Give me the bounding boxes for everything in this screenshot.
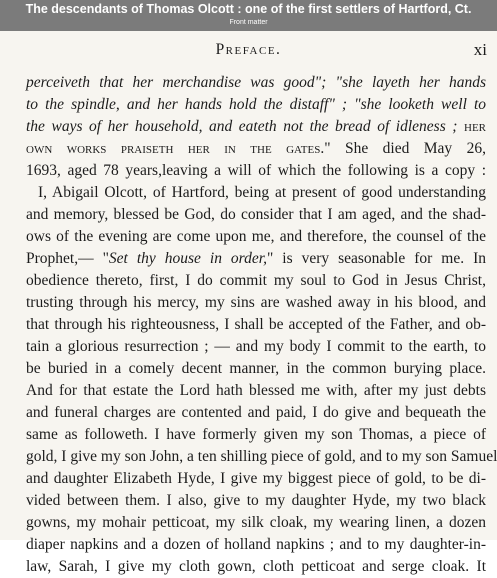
text-segment: vided between them. I also, give to my daughter Hyde, my two black <box>26 492 486 509</box>
text-segment: be buried in a comely decent manner, in the common burying place. <box>26 360 486 377</box>
text-segment: and daughter Elizabeth Hyde, I give my biggest piece of gold, to be di- <box>26 470 486 487</box>
text-line <box>26 556 486 578</box>
text-line <box>26 72 486 94</box>
text-segment: Set thy house in order, <box>108 250 267 267</box>
text-segment: And for that estate the Lord hath blessed me with, after my just debts <box>26 382 486 399</box>
text-segment: gowns, my mohair petticoat, my silk cloak, my wearing linen, a dozen <box>26 514 486 531</box>
text-segment: her <box>464 118 486 135</box>
document-title-bar <box>0 0 497 31</box>
text-line <box>26 336 486 358</box>
text-line <box>26 424 486 446</box>
document-title: The descendants of Thomas Olcott : one of the first settlers of Hartford, Ct. <box>25 2 472 16</box>
text-line <box>26 380 486 402</box>
text-segment: tain a glorious resurrection ; — and my body I commit to the earth, to <box>26 338 486 355</box>
text-line <box>26 248 486 270</box>
text-line <box>26 94 486 116</box>
text-segment: trusting through his mercy, my sins are washed away in his blood, and <box>26 294 486 311</box>
text-line <box>26 204 486 226</box>
page-header <box>0 41 497 65</box>
text-line <box>26 446 497 468</box>
section-label: Front matter <box>229 19 268 26</box>
text-segment: law, Sarah, I give my cloth gown, cloth petticoat and serge cloak. It <box>26 558 486 575</box>
text-line <box>26 468 486 490</box>
text-segment: Prophet,— " <box>26 250 109 267</box>
text-line <box>26 402 486 424</box>
text-segment: obedience thereto, first, I do commit my soul to God in Jesus Christ, <box>26 272 486 289</box>
text-line <box>26 138 486 160</box>
text-line <box>26 490 486 512</box>
running-head: Preface. <box>215 41 282 58</box>
text-line <box>26 116 486 138</box>
text-segment: " is very seasonable for me. In <box>266 250 486 267</box>
text-segment: own works praiseth her in the gates. <box>26 140 325 157</box>
text-line <box>26 182 486 204</box>
text-line <box>26 292 486 314</box>
text-line <box>26 512 486 534</box>
text-line <box>26 226 486 248</box>
text-line <box>26 314 486 336</box>
text-line <box>26 160 486 182</box>
text-segment: I, Abigail Olcott, of Hartford, being at present of good understanding <box>38 184 486 201</box>
text-line <box>26 358 486 380</box>
text-segment: same as followeth. I have formerly given my son Thomas, a piece of <box>26 426 486 443</box>
text-segment: perceiveth that her merchandise was good"; "she layeth her hands <box>26 74 486 91</box>
text-segment: and memory, blessed be God, do consider that I am aged, and the shad- <box>26 206 486 223</box>
text-segment: that through his righteousness, I shall be accepted of the Father, and ob- <box>26 316 486 333</box>
text-segment: " She died May 26, <box>324 140 486 157</box>
text-line <box>26 270 486 292</box>
text-line <box>26 534 486 556</box>
text-segment: the ways of her household, and eateth not the bread of idleness ; <box>26 118 464 135</box>
text-segment: 1693, aged 78 years,leaving a will of which the following is a copy : <box>26 162 486 179</box>
page-number: xi <box>473 40 487 59</box>
text-segment: gold, I give my son John, a ten shilling piece of gold, and to my son Samuel <box>26 448 497 465</box>
text-segment: and funeral charges are contented and paid, I do give and bequeath the <box>26 404 486 421</box>
text-segment: to the spindle, and her hands hold the distaff" ; "she looketh well to <box>26 96 486 113</box>
text-segment: diaper napkins and a dozen of holland napkins ; and to my daughter-in- <box>26 536 486 553</box>
book-page <box>0 31 497 575</box>
page-body-text <box>26 72 497 578</box>
text-segment: ows of the evening are come upon me, and therefore, the counsel of the <box>26 228 486 245</box>
